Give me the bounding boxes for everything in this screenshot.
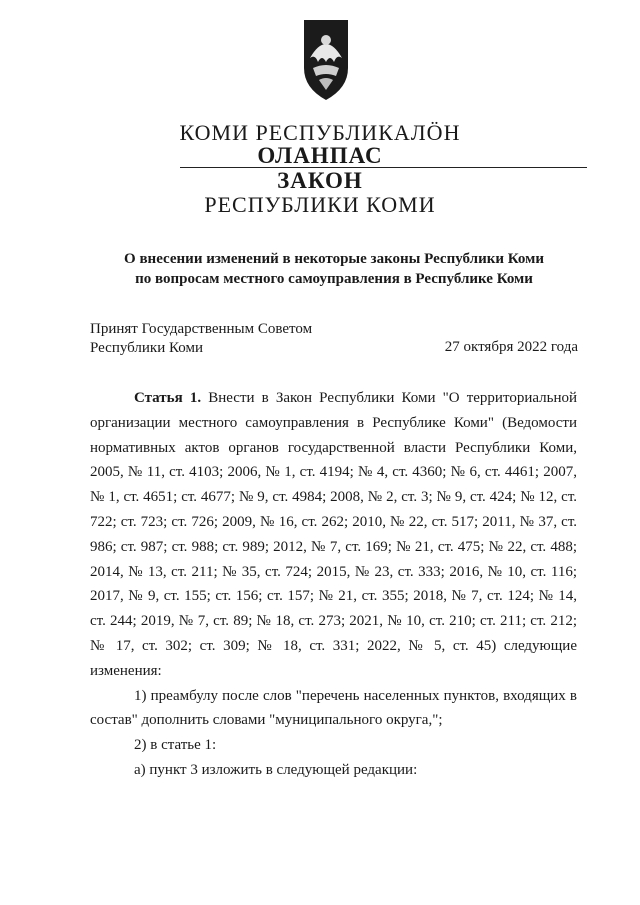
- komi-coat-of-arms-icon: [301, 18, 351, 102]
- document-body: [90, 386, 577, 783]
- header-olanpas: ОЛАНПАС: [257, 143, 383, 168]
- article-label: Статья 1.: [134, 390, 202, 406]
- title-line-1: О внесении изменений в некоторые законы Республики Коми: [124, 251, 544, 267]
- item-2: 2) в статье 1:: [134, 737, 217, 754]
- article-text: Внести в Закон Республики Коми "О территориальной организации местного самоуправления в Республике Коми" (Ведомости нормативных актов органов государственной власти Республики Коми, 2005, № 11, ст. 4103; 2006, № 1, ст. 4194; № 4, ст. 4360; № 6, ст. 4461; 2007, № 1, ст. 4651; ст. 4677; № 9, ст. 4984; 2008, № 2, ст. 3; № 9, ст. 424; № 12, ст. 722; ст. 723; ст. 726; 2009, № 16, ст. 262; 2010, № 22, ст. 517; 2011, № 37, ст. 986; ст. 987; ст. 988; ст. 989; 2012, № 7, ст. 169; № 21, ст. 475; № 22, ст. 488; 2014, № 13, ст. 211; № 35, ст. 724; 2015, № 23, ст. 333; 2016, № 10, ст. 116; 2017, № 9, ст. 155; ст. 156; ст. 157; № 21, ст. 355; 2018, № 7, ст. 124; № 14, ст. 244; 2019, № 7, ст. 89; № 18, ст. 273; 2021, № 10, ст. 210; ст. 211; ст. 212; № 17, ст. 302; ст. 309; № 18, ст. 331; 2022, № 5, ст. 45) следующие изменения:: [90, 390, 578, 679]
- adoption-date: 27 октября 2022 года: [444, 339, 578, 355]
- document-title: [90, 249, 578, 289]
- item-2a: а) пункт 3 изложить в следующей редакции:: [134, 761, 418, 778]
- header-republic: РЕСПУБЛИКИ КОМИ: [204, 192, 436, 217]
- adoption-line-2: Республики Коми: [90, 340, 203, 356]
- header-law: ЗАКОН: [277, 168, 363, 193]
- adoption-line-1: Принят Государственным Советом: [90, 321, 313, 337]
- article-1-paragraph: [90, 386, 577, 684]
- title-line-2: по вопросам местного самоуправления в Республике Коми: [135, 271, 533, 287]
- item-1: 1) преамбулу после слов "перечень населенных пунктов, входящих в состав" дополнить словами "муниципального округа,";: [90, 687, 577, 729]
- header-komi-republic: КОМИ РЕСПУБЛИКАЛÖН: [179, 120, 461, 145]
- adoption-info: [90, 320, 312, 358]
